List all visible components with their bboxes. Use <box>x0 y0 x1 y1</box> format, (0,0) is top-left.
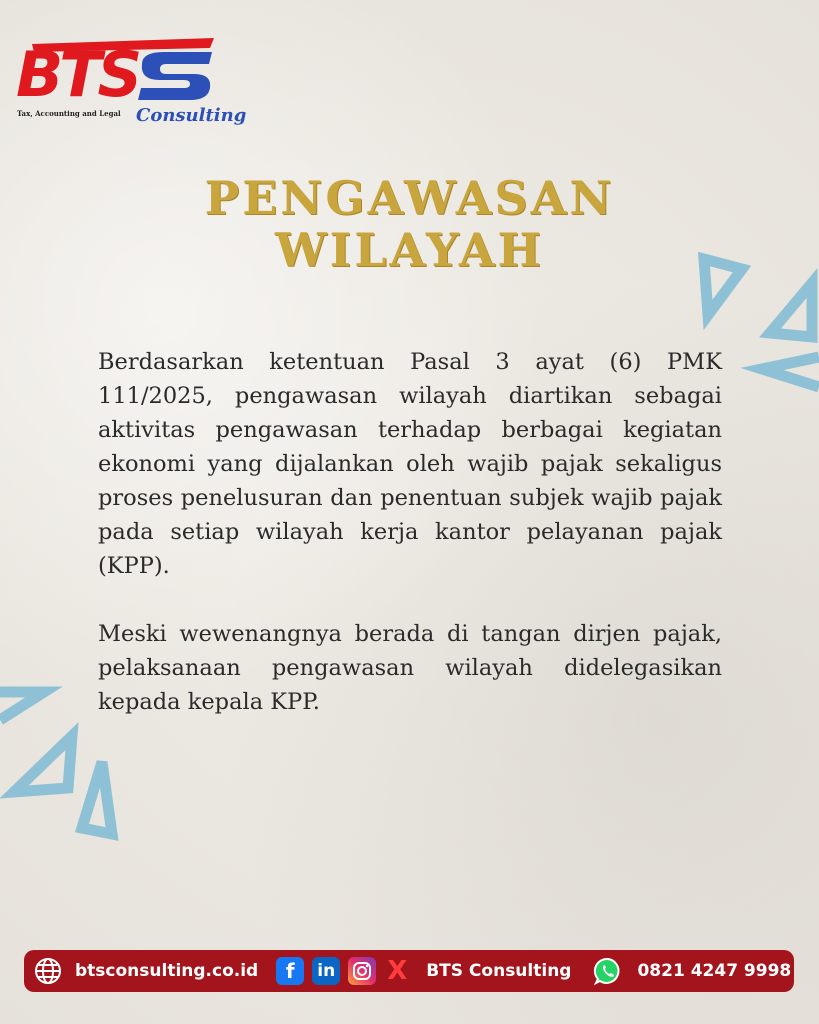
linkedin-icon[interactable]: in <box>312 957 340 985</box>
website-link[interactable]: btsconsulting.co.id <box>75 961 259 981</box>
facebook-icon[interactable]: f <box>276 957 304 985</box>
phone-number[interactable]: 0821 4247 9998 <box>637 961 792 981</box>
x-icon[interactable]: X <box>387 956 408 986</box>
title-line-2: WILAYAH <box>275 223 544 277</box>
whatsapp-icon[interactable] <box>593 956 623 986</box>
title-line-1: PENGAWASAN <box>204 171 615 225</box>
logo-sub: Consulting <box>136 105 247 126</box>
bts-logo-graphic <box>14 34 247 129</box>
logo-brand: BTS <box>16 38 139 111</box>
globe-icon <box>33 956 63 986</box>
brand-name: BTS Consulting <box>426 961 572 981</box>
article-body <box>98 345 722 753</box>
logo-tagline: Tax, Accounting and Legal <box>17 109 121 118</box>
paragraph-1: Berdasarkan ketentuan Pasal 3 ayat (6) PMK 111/2025, pengawasan wilayah diartikan sebagai aktivitas pengawasan terhadap berbagai kegiatan ekonomi yang dijalankan oleh wajib pajak sekaligus proses penelusuran dan penentuan subjek wajib pajak pada setiap wilayah kerja kantor pelayanan pajak (KPP). <box>98 349 722 579</box>
footer-bar <box>24 950 794 992</box>
instagram-icon[interactable] <box>348 957 376 985</box>
paragraph-2: Meski wewenangnya berada di tangan dirjen pajak, pelaksanaan pengawasan wilayah didelegasikan kepada kepala KPP. <box>98 621 722 715</box>
bts-logo <box>14 34 247 129</box>
